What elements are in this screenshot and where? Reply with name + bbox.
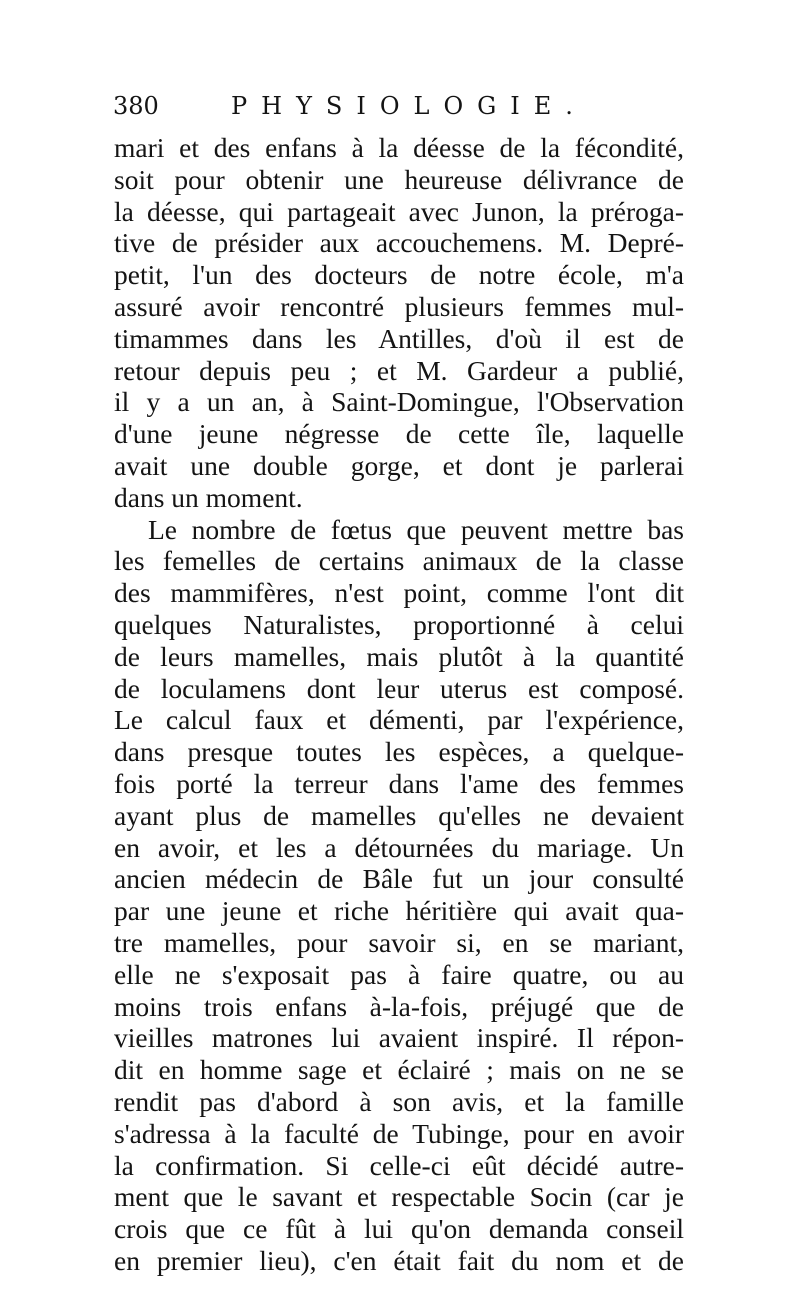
text-line: de loculamens dont leur uterus est composé.	[114, 672, 684, 704]
text-line: avait une double gorge, et dont je parlerai	[114, 449, 684, 481]
text-line: retour depuis peu ; et M. Gardeur a publié,	[114, 354, 684, 386]
text-line: par une jeune et riche héritière qui avait qua-	[114, 895, 684, 927]
text-line: fois porté la terreur dans l'ame des femmes	[114, 767, 684, 799]
text-line: des mammifères, n'est point, comme l'ont dit	[114, 577, 684, 609]
text-line: dit en homme sage et éclairé ; mais on ne se	[114, 1054, 684, 1086]
text-line: vieilles matrones lui avaient inspiré. Il répon-	[114, 1022, 684, 1054]
text-line: crois que ce fût à lui qu'on demanda conseil	[114, 1213, 684, 1245]
text-line: dans un moment.	[114, 481, 303, 513]
text-line: petit, l'un des docteurs de notre école, m'a	[114, 259, 684, 291]
page-number: 380	[113, 92, 159, 120]
text-line: il y a un an, à Saint-Domingue, l'Observation	[114, 386, 684, 418]
text-line: s'adressa à la faculté de Tubinge, pour en avoir	[114, 1117, 684, 1149]
text-line: la déesse, qui partageait avec Junon, la préroga-	[114, 195, 684, 227]
text-line: ayant plus de mamelles qu'elles ne devaient	[114, 799, 684, 831]
text-line: assuré avoir rencontré plusieurs femmes mul-	[114, 290, 684, 322]
body-text	[114, 132, 684, 1277]
text-line: quelques Naturalistes, proportionné à celui	[114, 608, 684, 640]
text-line: rendit pas d'abord à son avis, et la famille	[114, 1085, 684, 1117]
text-line: ment que le savant et respectable Socin (car je	[114, 1181, 684, 1213]
text-line: les femelles de certains animaux de la classe	[114, 545, 684, 577]
text-line: la confirmation. Si celle-ci eût décidé autre-	[114, 1149, 684, 1181]
text-line: elle ne s'exposait pas à faire quatre, ou au	[114, 958, 684, 990]
text-line: Le nombre de fœtus que peuvent mettre bas	[148, 513, 684, 545]
text-line: tre mamelles, pour savoir si, en se mariant,	[114, 926, 684, 958]
text-line: moins trois enfans à-la-fois, préjugé que de	[114, 990, 684, 1022]
running-head: PHYSIOLOGIE.	[231, 92, 587, 120]
text-line: soit pour obtenir une heureuse délivrance de	[114, 163, 684, 195]
paragraph-2	[114, 514, 684, 1277]
text-line: d'une jeune négresse de cette île, laquelle	[114, 418, 684, 450]
text-line: tive de présider aux accouchemens. M. Depré-	[114, 227, 684, 259]
page-header	[113, 92, 673, 124]
text-line: mari et des enfans à la déesse de la fécondité,	[114, 132, 684, 163]
text-line: Le calcul faux et démenti, par l'expérience,	[114, 704, 684, 736]
text-line: ancien médecin de Bâle fut un jour consulté	[114, 863, 684, 895]
text-line: en premier lieu), c'en était fait du nom et de	[114, 1244, 684, 1276]
text-line: dans presque toutes les espèces, a quelque-	[114, 736, 684, 768]
text-line: de leurs mamelles, mais plutôt à la quantité	[114, 640, 684, 672]
text-line: timammes dans les Antilles, d'où il est de	[114, 322, 684, 354]
text-line: en avoir, et les a détournées du mariage. Un	[114, 831, 684, 863]
paragraph-1	[114, 132, 684, 514]
